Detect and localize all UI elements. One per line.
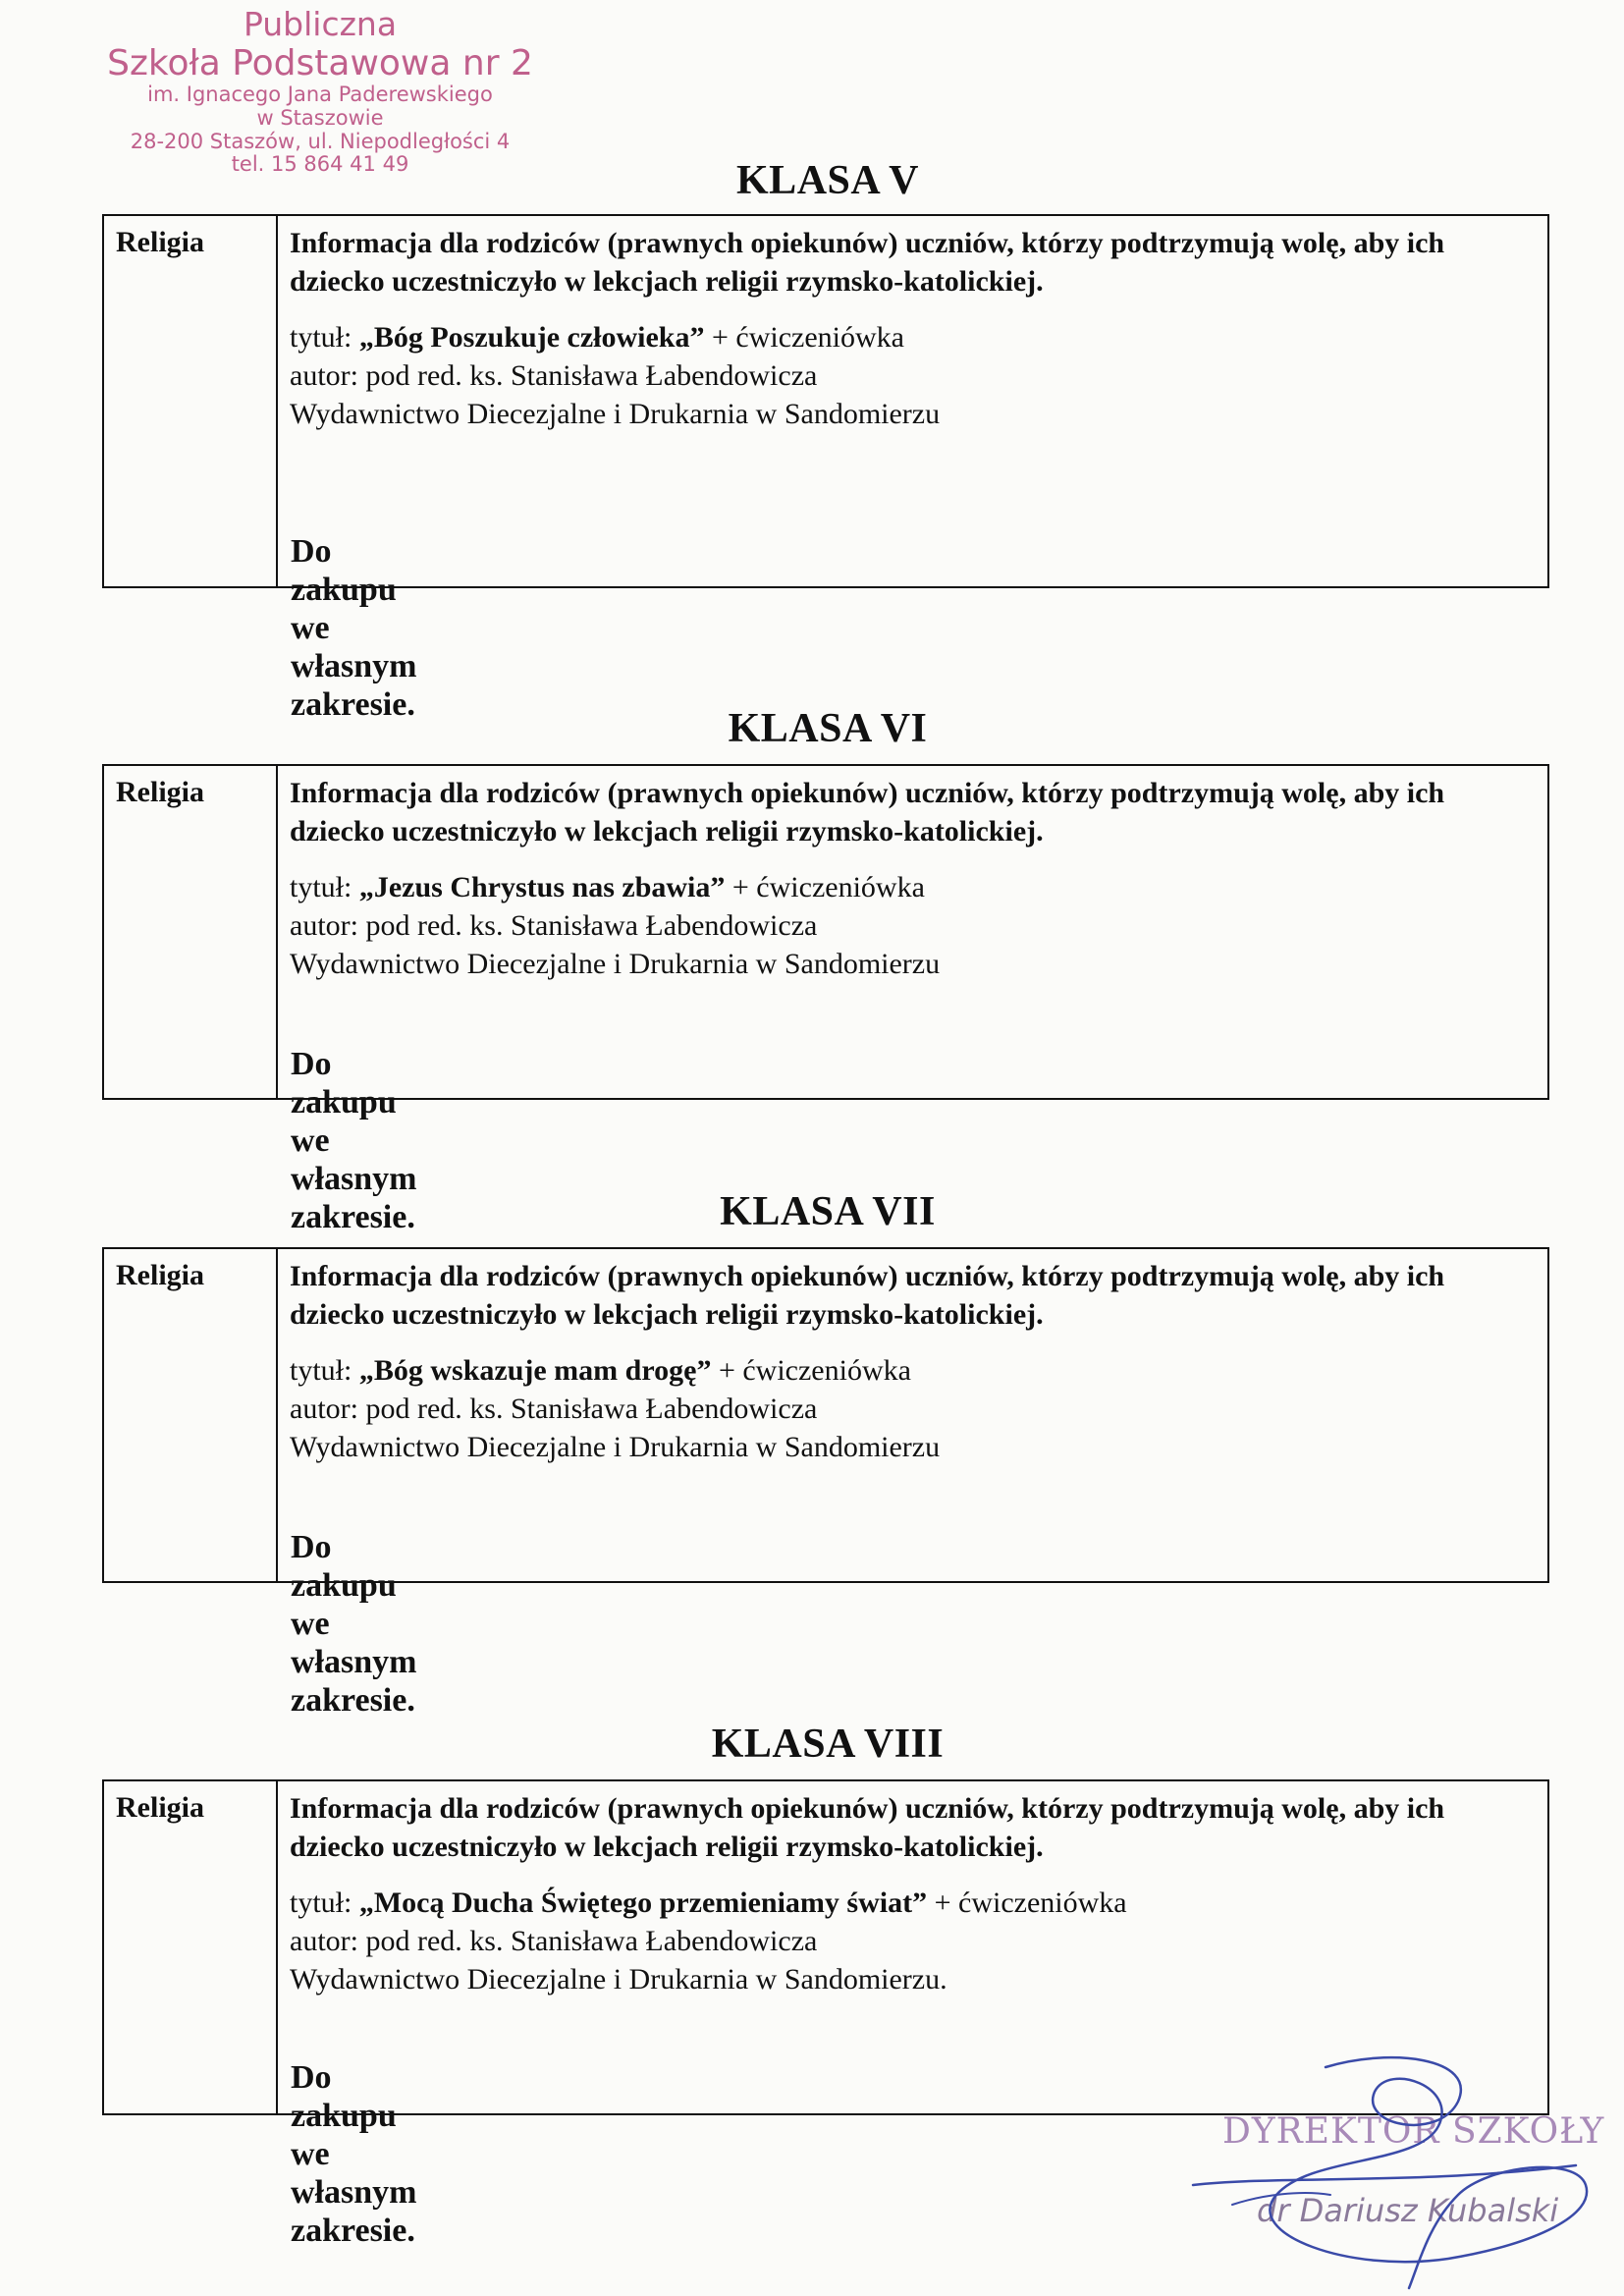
book-title: „Bóg wskazuje mam drogę” <box>358 1354 712 1387</box>
director-name: dr Dariusz Kubalski <box>1257 2192 1559 2229</box>
info-text: Informacja dla rodziców (prawnych opiekunów) uczniów, którzy podtrzymują wolę, aby ich dziecko uczestniczyło w lekcjach religii rzymsko-katolickiej. <box>290 777 1445 847</box>
subject-cell: Religia <box>104 216 278 586</box>
stamp-line: im. Ignacego Jana Paderewskiego <box>147 82 493 106</box>
signature-scribble-icon <box>1164 2048 1605 2293</box>
stamp-line: Publiczna <box>243 5 398 43</box>
section-box <box>102 214 1549 723</box>
info-text: Informacja dla rodziców (prawnych opiekunów) uczniów, którzy podtrzymują wolę, aby ich dziecko uczestniczyło w lekcjach religii rzymsko-katolickiej. <box>290 227 1445 298</box>
title-suffix: + ćwiczeniówka <box>725 871 925 903</box>
buy-note: Do zakupu we własnym zakresie. <box>291 1046 417 1235</box>
title-line <box>290 1884 1536 1922</box>
info-text: Informacja dla rodziców (prawnych opiekunów) uczniów, którzy podtrzymują wolę, aby ich dziecko uczestniczyło w lekcjach religii rzymsko-katolickiej. <box>290 1260 1445 1331</box>
section-heading: KLASA VII <box>720 1189 936 1234</box>
book-title: „Jezus Chrystus nas zbawia” <box>358 871 726 903</box>
school-stamp <box>94 6 546 177</box>
buy-note: Do zakupu we własnym zakresie. <box>291 2059 417 2249</box>
title-suffix: + ćwiczeniówka <box>704 321 904 354</box>
buy-note: Do zakupu we własnym zakresie. <box>291 1529 417 1719</box>
section-heading: KLASA V <box>736 158 919 203</box>
author-line: autor: pod red. ks. Stanisława Łabendowicza <box>290 909 818 942</box>
title-line <box>290 868 1536 906</box>
subject-cell: Religia <box>104 1781 278 2113</box>
stamp-line: 28-200 Staszów, ul. Niepodległości 4 <box>130 129 511 153</box>
stamp-line: Szkoła Podstawowa nr 2 <box>107 42 533 83</box>
publisher-line: Wydawnictwo Diecezjalne i Drukarnia w Sandomierzu <box>290 398 941 430</box>
section-heading: KLASA VI <box>728 706 928 751</box>
title-suffix: + ćwiczeniówka <box>927 1886 1127 1919</box>
publisher-line: Wydawnictwo Diecezjalne i Drukarnia w Sandomierzu <box>290 948 941 980</box>
title-suffix: + ćwiczeniówka <box>711 1354 911 1387</box>
title-prefix: tytuł: <box>290 1354 359 1387</box>
author-line: autor: pod red. ks. Stanisława Łabendowicza <box>290 1925 818 1957</box>
title-prefix: tytuł: <box>290 321 359 354</box>
stamp-line: w Staszowie <box>256 105 384 130</box>
buy-note: Do zakupu we własnym zakresie. <box>291 533 417 723</box>
book-title: „Mocą Ducha Świętego przemieniamy świat” <box>358 1886 928 1919</box>
title-prefix: tytuł: <box>290 871 359 903</box>
title-prefix: tytuł: <box>290 1886 359 1919</box>
book-title: „Bóg Poszukuje człowieka” <box>358 321 705 354</box>
section-heading: KLASA VIII <box>711 1722 945 1767</box>
publisher-line: Wydawnictwo Diecezjalne i Drukarnia w Sandomierzu. <box>290 1963 947 1995</box>
subject-cell: Religia <box>104 1249 278 1581</box>
director-stamp: DYREKTOR SZKOŁY <box>1222 2111 1605 2152</box>
content-cell <box>278 216 1547 586</box>
author-line: autor: pod red. ks. Stanisława Łabendowicza <box>290 359 818 392</box>
content-cell <box>278 766 1547 1098</box>
subject-cell: Religia <box>104 766 278 1098</box>
stamp-line: tel. 15 864 41 49 <box>231 152 409 177</box>
title-line <box>290 1351 1536 1390</box>
publisher-line: Wydawnictwo Diecezjalne i Drukarnia w Sandomierzu <box>290 1431 941 1463</box>
info-text: Informacja dla rodziców (prawnych opiekunów) uczniów, którzy podtrzymują wolę, aby ich dziecko uczestniczyło w lekcjach religii rzymsko-katolickiej. <box>290 1792 1445 1863</box>
author-line: autor: pod red. ks. Stanisława Łabendowicza <box>290 1393 818 1425</box>
section-box <box>102 1247 1549 1719</box>
content-cell <box>278 1249 1547 1581</box>
title-line <box>290 318 1536 356</box>
